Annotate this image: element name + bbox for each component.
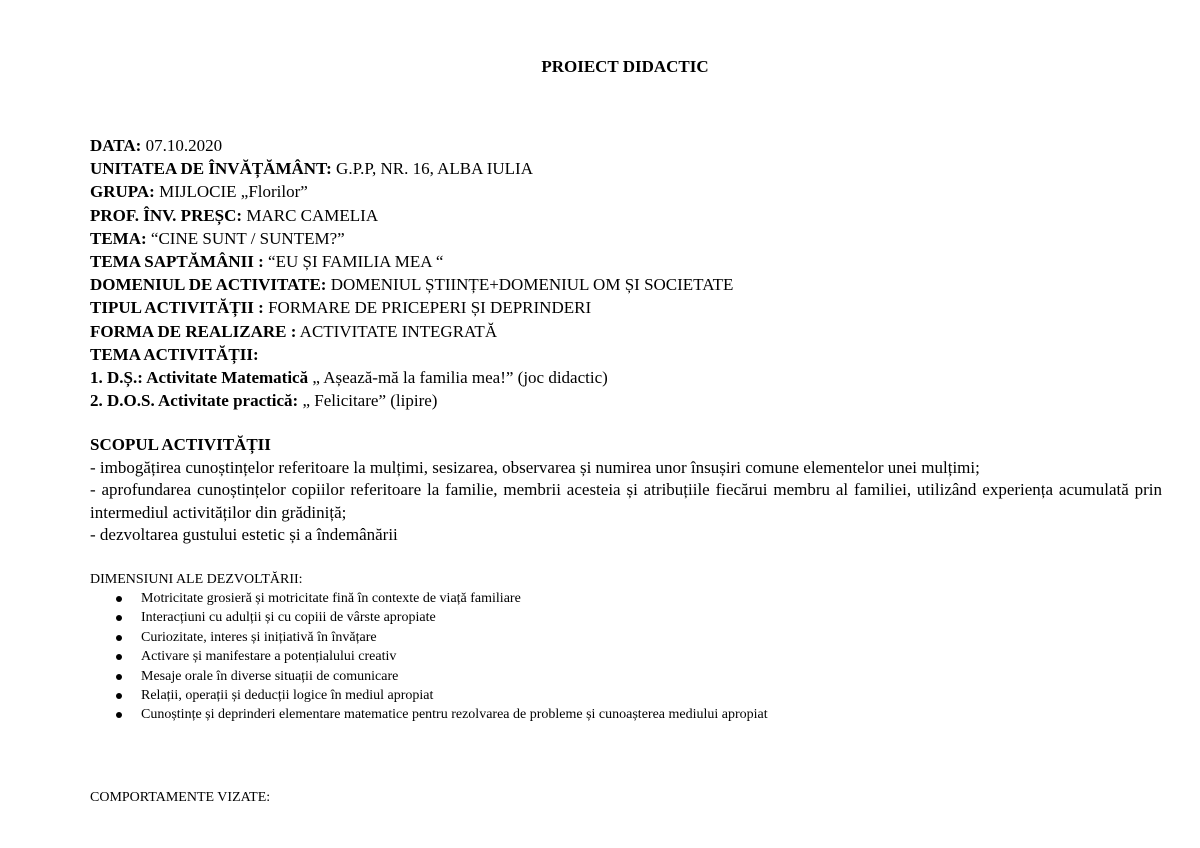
bullet-icon [116, 596, 122, 602]
dimensions-heading: DIMENSIUNI ALE DEZVOLTĂRII: [90, 572, 303, 587]
info-line-theme [90, 227, 1162, 250]
info-value: „ Felicitare” (lipire) [298, 391, 438, 411]
scope-line: - dezvoltarea gustului estetic și a îndemânării [90, 525, 398, 544]
info-line-form [90, 320, 1162, 343]
info-label: TIPUL ACTIVITĂȚII : [90, 298, 264, 318]
info-value: “EU ȘI FAMILIA MEA “ [263, 252, 444, 272]
dimensions-list [90, 589, 1162, 725]
list-item-text: Interacțiuni cu adulții și cu copiii de vârste apropiate [141, 610, 436, 626]
info-label: DOMENIUL DE ACTIVITATE: [90, 275, 327, 295]
bullet-icon [116, 615, 122, 621]
list-item [90, 589, 1162, 608]
info-label: UNITATEA DE ÎNVĂȚĂMÂNT: [90, 159, 332, 179]
info-value: „ Așează-mă la familia mea!” (joc didactic) [308, 368, 608, 388]
list-item-text: Relații, operații și deducții logice în mediul apropiat [141, 688, 434, 704]
info-value: DOMENIUL ȘTIINȚE+DOMENIUL OM ȘI SOCIETATE [326, 275, 734, 295]
bullet-icon [116, 693, 122, 699]
list-item-text: Activare și manifestare a potențialului creativ [141, 649, 397, 665]
info-line-activity-1 [90, 366, 1162, 389]
list-item-text: Mesaje orale în diverse situații de comunicare [141, 668, 399, 684]
list-item [90, 628, 1162, 647]
list-item-text: Motricitate grosieră și motricitate fină în contexte de viață familiare [141, 591, 521, 606]
scope-heading: SCOPUL ACTIVITĂȚII [90, 435, 271, 454]
project-info [90, 134, 1162, 412]
info-line-teacher [90, 204, 1162, 227]
behaviors-heading: COMPORTAMENTE VIZATE: [90, 790, 271, 805]
info-line-activity-type [90, 296, 1162, 319]
info-value: 07.10.2020 [141, 136, 223, 155]
bullet-icon [116, 635, 122, 641]
info-label: DATA: [90, 136, 142, 155]
list-item [90, 608, 1162, 627]
info-line-activity-2 [90, 389, 1162, 412]
list-item [90, 647, 1162, 666]
scope-line: - imbogățirea cunoștințelor referitoare la mulțimi, sesizarea, observarea și numirea unor însușiri comune elementelor unei mulțimi; [90, 457, 980, 477]
bullet-icon [116, 674, 122, 680]
info-line-week-theme [90, 250, 1162, 273]
dimensions-section [90, 570, 1162, 725]
list-item-text: Curiozitate, interes și inițiativă în învățare [141, 629, 377, 645]
bullet-icon [116, 654, 122, 660]
info-label: GRUPA: [90, 182, 155, 202]
list-item [90, 667, 1162, 686]
info-label: TEMA: [90, 228, 147, 248]
info-label: PROF. ÎNV. PREȘC: [90, 205, 243, 225]
info-label: TEMA ACTIVITĂȚII: [90, 344, 259, 364]
scope-section [90, 434, 1162, 547]
info-line-group [90, 180, 1162, 203]
info-value: MARC CAMELIA [242, 205, 379, 225]
info-label: 1. D.Ș.: Activitate Matematică [90, 368, 309, 388]
info-line-activity-theme [90, 343, 1162, 366]
info-line-domain [90, 273, 1162, 296]
info-line-date [90, 134, 1162, 157]
info-value: ACTIVITATE INTEGRATĂ [296, 321, 498, 341]
list-item [90, 686, 1162, 705]
info-value: MIJLOCIE „Florilor” [154, 182, 308, 202]
info-label: TEMA SAPTĂMÂNII : [90, 252, 264, 272]
scope-line: - aprofundarea cunoștințelor copiilor referitoare la familie, membrii acesteia și atribuțiile fiecărui membru al familiei, utilizând experiența acumulată prin intermediul activităților din grădiniță; [90, 480, 1162, 522]
info-label: 2. D.O.S. Activitate practică: [90, 391, 299, 411]
list-item [90, 705, 1162, 724]
info-line-school [90, 157, 1162, 180]
list-item-text: Cunoștințe și deprinderi elementare matematice pentru rezolvarea de probleme și cunoașterea mediului apropiat [141, 707, 768, 723]
bullet-icon [116, 712, 122, 718]
info-value: FORMARE DE PRICEPERI ȘI DEPRINDERI [263, 298, 592, 318]
document-title: PROIECT DIDACTIC [541, 57, 709, 76]
info-value: “CINE SUNT / SUNTEM?” [146, 228, 345, 248]
info-label: FORMA DE REALIZARE : [90, 321, 297, 341]
info-value: G.P.P, NR. 16, ALBA IULIA [331, 159, 533, 179]
